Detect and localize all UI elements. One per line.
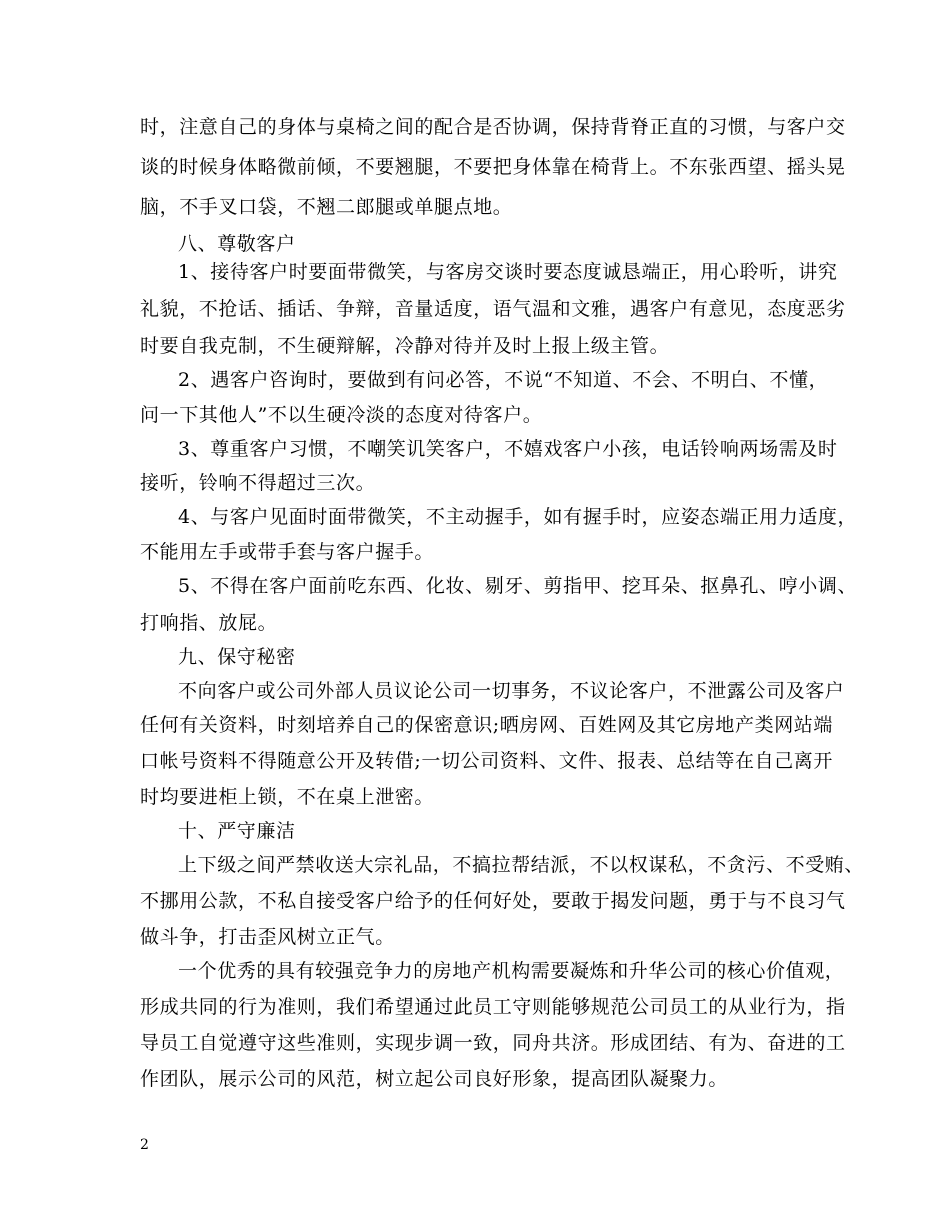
text-line: 形成共同的行为准则，我们希望通过此员工守则能够规范公司员工的从业行为，指 <box>140 996 846 1018</box>
text-line: 任何有关资料，时刻培养自己的保密意识;晒房网、百姓网及其它房地产类网站端 <box>140 714 834 736</box>
text-line: 4、与客户见面时面带微笑，不主动握手，如有握手时，应姿态端正用力适度， <box>178 506 858 528</box>
text-line: 不挪用公款，不私自接受客户给予的任何好处，要敢于揭发问题，勇于与不良习气 <box>140 890 846 912</box>
section-heading: 十、严守廉洁 <box>178 820 296 842</box>
text-line: 口帐号资料不得随意公开及转借;一切公司资料、文件、报表、总结等在自己离开 <box>140 750 834 772</box>
text-line: 1、接待客户时要面带微笑，与客房交谈时要态度诚恳端正，用心聆听，讲究 <box>178 261 838 283</box>
text-line: 时，注意自己的身体与桌椅之间的配合是否协调，保持背脊正直的习惯，与客户交 <box>140 116 846 138</box>
text-line: 礼貌，不抢话、插话、争辩，音量适度，语气温和文雅，遇客户有意见，态度恶劣 <box>140 298 846 320</box>
text-line: 5、不得在客户面前吃东西、化妆、剔牙、剪指甲、挖耳朵、抠鼻孔、哼小调、 <box>178 575 858 597</box>
text-line: 接听，铃响不得超过三次。 <box>140 472 376 494</box>
text-line: 3、尊重客户习惯，不嘲笑讥笑客户，不嬉戏客户小孩，电话铃响两场需及时 <box>178 438 838 460</box>
text-line: 时要自我克制，不生硬辩解，冷静对待并及时上报上级主管。 <box>140 335 670 357</box>
text-line: 一个优秀的具有较强竞争力的房地产机构需要凝炼和升华公司的核心价值观， <box>178 960 845 982</box>
text-line: 导员工自觉遵守这些准则，实现步调一致，同舟共济。形成团结、有为、奋进的工 <box>140 1032 846 1054</box>
text-line: 时均要进柜上锁，不在桌上泄密。 <box>140 786 435 808</box>
text-line: 问一下其他人”不以生硬冷淡的态度对待客户。 <box>140 404 543 426</box>
section-heading: 九、保守秘密 <box>178 646 296 668</box>
text-line: 不能用左手或带手套与客户握手。 <box>140 541 435 563</box>
text-line: 脑，不手叉口袋，不翘二郎腿或单腿点地。 <box>140 196 513 218</box>
text-line: 作团队，展示公司的风范，树立起公司良好形象，提高团队凝聚力。 <box>140 1068 729 1090</box>
text-line: 上下级之间严禁收送大宗礼品，不搞拉帮结派，不以权谋私，不贪污、不受贿、 <box>178 854 865 876</box>
text-line: 谈的时候身体略微前倾，不要翘腿，不要把身体靠在椅背上。不东张西望、摇头晃 <box>140 156 846 178</box>
page-number: 2 <box>140 1137 149 1153</box>
text-line: 不向客户或公司外部人员议论公司一切事务，不议论客户，不泄露公司及客户 <box>178 680 845 702</box>
section-heading: 八、尊敬客户 <box>178 233 296 255</box>
text-line: 做斗争，打击歪风树立正气。 <box>140 926 395 948</box>
text-line: 打响指、放屁。 <box>140 612 278 634</box>
text-line: 2、遇客户咨询时，要做到有问必答，不说“不知道、不会、不明白、不懂， <box>178 369 829 391</box>
